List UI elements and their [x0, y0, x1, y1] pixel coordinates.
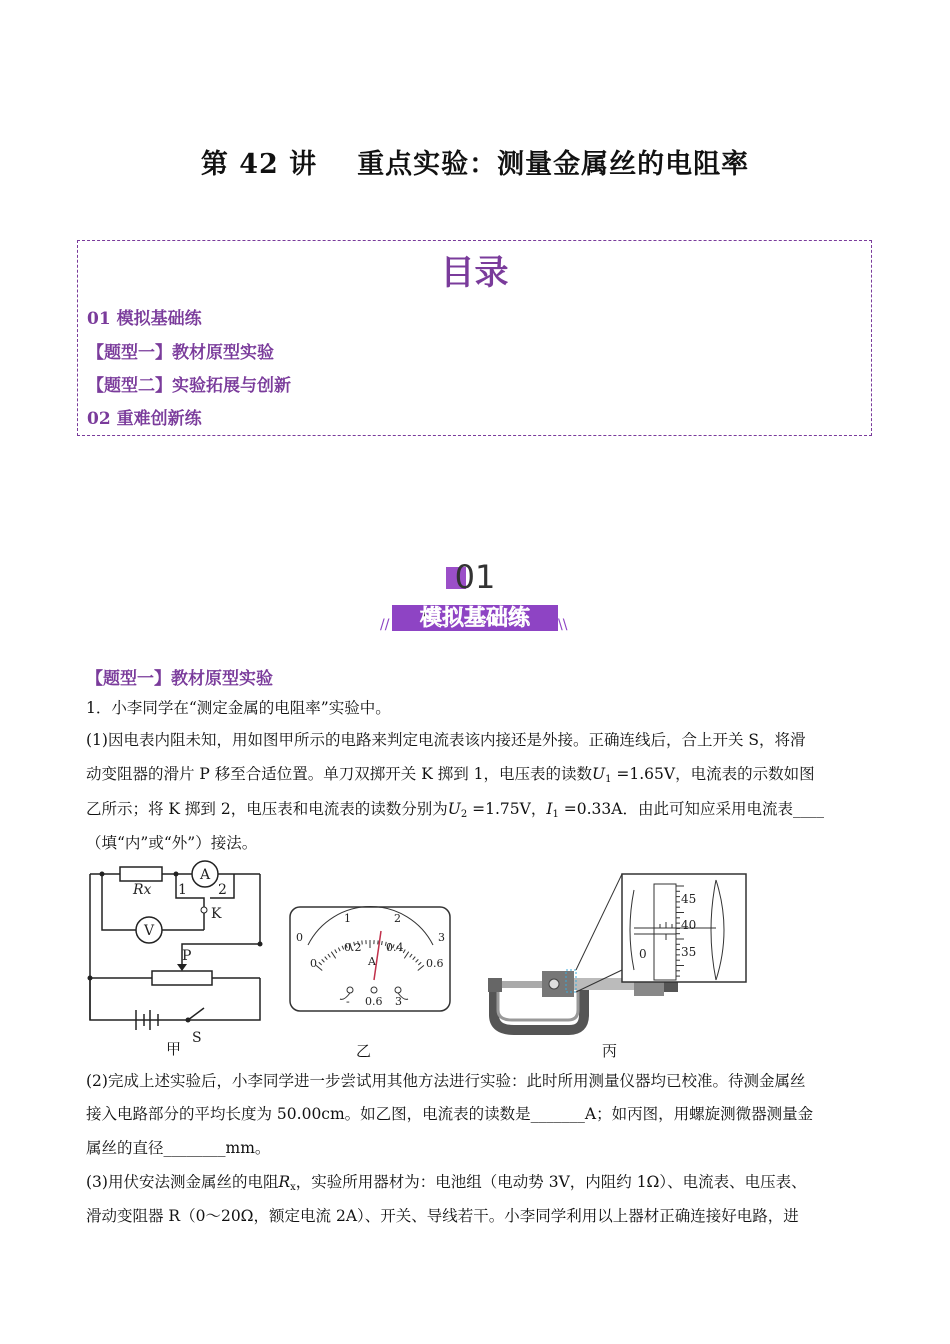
figure-jia-circuit	[84, 860, 274, 1050]
svg-text:0: 0	[639, 947, 647, 961]
q2-line-1: (2)完成上述实验后，小李同学进一步尝试用其他方法进行实验：此时所用测量仪器均已校准。待测金属丝	[86, 1072, 806, 1090]
toc-heading: 目录	[440, 253, 509, 293]
page-title	[0, 142, 950, 181]
svg-text:45: 45	[681, 892, 697, 906]
svg-text:0.6: 0.6	[365, 995, 383, 1008]
figure-yi-ammeter	[288, 905, 453, 1015]
figure-jia-label: 甲	[166, 1040, 182, 1058]
svg-text:2: 2	[394, 912, 401, 925]
svg-text:1: 1	[344, 912, 351, 925]
ammeter-label: A	[200, 867, 211, 883]
toc-item-3[interactable]: 【题型二】实验拓展与创新	[87, 376, 291, 396]
toc-item-1[interactable]: 01 模拟基础练	[87, 309, 202, 329]
switch-s-label: S	[192, 1030, 202, 1046]
switch-pos-2: 2	[218, 882, 227, 898]
q1-line-2: 动变阻器的滑片 P 移至合适位置。单刀双掷开关 K 掷到 1，电压表的读数$U_1 =1.65V$，电流表的示数如图	[86, 765, 815, 785]
q3-line-1: (3)用伏安法测金属丝的电阻$R_x$，实验所用器材为：电池组（电动势 3V，内阻约 1Ω）、电流表、电压表、	[86, 1173, 807, 1193]
section-name: 模拟基础练	[419, 606, 531, 631]
lecture-topic: 重点实验：测量金属丝的电阻率	[357, 149, 750, 180]
q1-line-1: (1)因电表内阻未知，用如图甲所示的电路来判定电流表该内接还是外接。正确连线后，合上开关 S，将滑	[86, 731, 806, 749]
figure-bing-label: 丙	[602, 1042, 618, 1060]
svg-text:A: A	[368, 955, 376, 968]
rx-label: Rx	[133, 882, 152, 898]
figure-yi-label: 乙	[356, 1042, 372, 1060]
q3-line-2: 滑动变阻器 R（0～20Ω，额定电流 2A）、开关、导线若干。小李同学利用以上器材正确连接好电路，进	[86, 1207, 799, 1225]
svg-text:0: 0	[296, 931, 303, 944]
toc-item-2[interactable]: 【题型一】教材原型实验	[87, 343, 274, 363]
table-of-contents	[77, 240, 872, 436]
type-heading: 【题型一】教材原型实验	[86, 669, 273, 689]
svg-text:3: 3	[438, 931, 445, 944]
lecture-number: 第 42 讲	[200, 149, 318, 180]
svg-text:\\: \\	[558, 617, 568, 633]
section-number: 01	[454, 558, 496, 596]
section-banner	[370, 555, 580, 635]
svg-text:3: 3	[395, 995, 402, 1008]
voltmeter-label: V	[144, 923, 155, 939]
q1-line-3: 乙所示；将 K 掷到 2，电压表和电流表的读数分别为$U_2 =1.75V$，$I_1 =0.33A$．由此可知应采用电流表____	[86, 800, 824, 820]
svg-text:40: 40	[681, 918, 697, 932]
q1-line-4: （填“内”或“外”）接法。	[86, 834, 258, 852]
q2-line-2: 接入电路部分的平均长度为 50.00cm。如乙图，电流表的读数是_______A；如丙图，用螺旋测微器测量金	[86, 1105, 814, 1123]
switch-k-label: K	[211, 906, 222, 922]
slider-p-label: P	[182, 948, 192, 964]
svg-text:35: 35	[681, 945, 697, 959]
svg-text:0.6: 0.6	[426, 957, 444, 970]
svg-text:0.2: 0.2	[344, 941, 362, 954]
question-intro: 1．小李同学在“测定金属的电阻率”实验中。	[86, 699, 391, 717]
toc-item-4[interactable]: 02 重难创新练	[87, 409, 202, 429]
switch-pos-1: 1	[178, 882, 187, 898]
svg-text://: //	[380, 617, 390, 633]
svg-text:-: -	[346, 995, 350, 1008]
svg-text:0: 0	[310, 957, 317, 970]
q2-line-3: 属丝的直径________mm。	[86, 1139, 271, 1157]
svg-text:0.4: 0.4	[386, 941, 404, 954]
figure-bing-micrometer	[484, 870, 749, 1040]
